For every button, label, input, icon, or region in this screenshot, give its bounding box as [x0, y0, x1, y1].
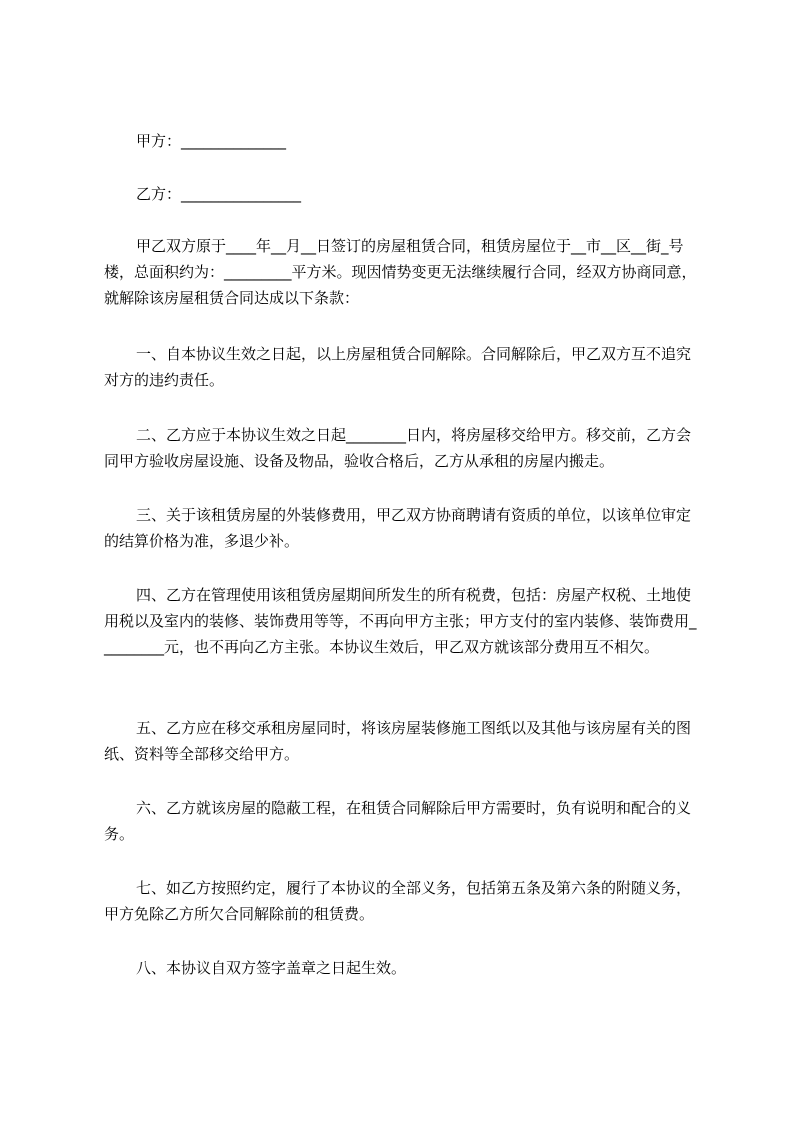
clause-3-paragraph: 三、关于该租赁房屋的外装修费用，甲乙双方协商聘请有资质的单位，以该单位审定的结算价格为准，多退少补。: [104, 506, 692, 550]
party-a-line: 甲方：______________: [136, 132, 287, 150]
clause-4-paragraph: 四、乙方在管理使用该租赁房屋期间所发生的所有税费，包括：房屋产权税、土地使用税以及室内的装修、装饰费用等等，不再向甲方主张；甲方支付的室内装修、装饰费用_________元，也不再向乙方主张。本协议生效后，甲乙双方就该部分费用互不相欠。: [104, 586, 697, 656]
clause-5-paragraph: 五、乙方应在移交承租房屋同时，将该房屋装修施工图纸以及其他与该房屋有关的图纸、资料等全部移交给甲方。: [104, 719, 692, 763]
clause-2-paragraph: 二、乙方应于本协议生效之日起________日内，将房屋移交给甲方。移交前，乙方会同甲方验收房屋设施、设备及物品，验收合格后，乙方从承租的房屋内搬走。: [104, 426, 692, 470]
preamble-paragraph: 甲乙双方原于____年__月__日签订的房屋租赁合同，租赁房屋位于__市__区__街_号楼，总面积约为：_________平方米。现因情势变更无法继续履行合同，经双方协商同意，就解除该房屋租赁合同达成以下条款：: [104, 237, 697, 307]
party-b-line: 乙方：________________: [136, 185, 302, 203]
clause-7-paragraph: 七、如乙方按照约定，履行了本协议的全部义务，包括第五条及第六条的附随义务，甲方免除乙方所欠合同解除前的租赁费。: [104, 879, 692, 923]
clause-1-paragraph: 一、自本协议生效之日起，以上房屋租赁合同解除。合同解除后，甲乙双方互不追究对方的违约责任。: [104, 345, 692, 389]
clause-6-paragraph: 六、乙方就该房屋的隐蔽工程，在租赁合同解除后甲方需要时，负有说明和配合的义务。: [104, 799, 692, 843]
clause-8-paragraph: 八、本协议自双方签字盖章之日起生效。: [136, 959, 407, 977]
